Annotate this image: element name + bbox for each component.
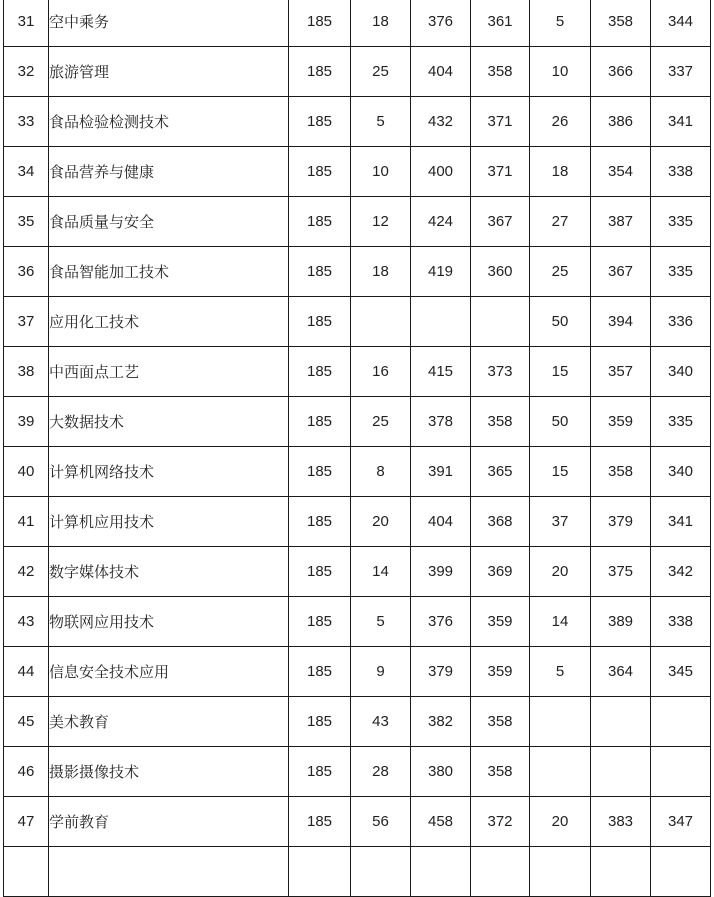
major-name-cell: 食品检验检测技术 [49, 97, 289, 147]
value-cell-4: 371 [471, 97, 530, 147]
major-name-cell: 计算机应用技术 [49, 497, 289, 547]
value-cell-6: 364 [591, 647, 651, 697]
value-cell-3: 419 [411, 247, 471, 297]
value-cell-1: 185 [289, 597, 351, 647]
value-cell-7: 338 [651, 147, 711, 197]
value-cell-5: 37 [530, 497, 591, 547]
value-cell-6 [591, 747, 651, 797]
value-cell-4: 373 [471, 347, 530, 397]
value-cell-5 [530, 697, 591, 747]
value-cell-7: 345 [651, 647, 711, 697]
row-number-cell: 45 [4, 697, 49, 747]
table-row [4, 97, 711, 147]
value-cell-7: 344 [651, 0, 711, 47]
major-name-cell [49, 847, 289, 897]
value-cell-1: 185 [289, 347, 351, 397]
table-row [4, 147, 711, 197]
value-cell-5: 10 [530, 47, 591, 97]
value-cell-6: 389 [591, 597, 651, 647]
value-cell-4: 358 [471, 47, 530, 97]
value-cell-3: 376 [411, 0, 471, 47]
value-cell-3: 391 [411, 447, 471, 497]
value-cell-3 [411, 297, 471, 347]
value-cell-1 [289, 847, 351, 897]
value-cell-3: 404 [411, 47, 471, 97]
value-cell-1: 185 [289, 47, 351, 97]
value-cell-4: 359 [471, 597, 530, 647]
table-row [4, 597, 711, 647]
table-row [4, 797, 711, 847]
value-cell-7 [651, 697, 711, 747]
value-cell-4: 360 [471, 247, 530, 297]
value-cell-1: 185 [289, 397, 351, 447]
value-cell-3: 415 [411, 347, 471, 397]
value-cell-6: 358 [591, 0, 651, 47]
value-cell-4: 368 [471, 497, 530, 547]
table-row [4, 0, 711, 47]
value-cell-7: 335 [651, 247, 711, 297]
row-number-cell: 46 [4, 747, 49, 797]
value-cell-2: 18 [351, 0, 411, 47]
major-name-cell: 应用化工技术 [49, 297, 289, 347]
value-cell-3: 380 [411, 747, 471, 797]
value-cell-2: 10 [351, 147, 411, 197]
table-row [4, 747, 711, 797]
value-cell-7 [651, 847, 711, 897]
major-name-cell: 食品质量与安全 [49, 197, 289, 247]
value-cell-4: 358 [471, 697, 530, 747]
value-cell-5: 27 [530, 197, 591, 247]
value-cell-7: 340 [651, 447, 711, 497]
value-cell-1: 185 [289, 647, 351, 697]
row-number-cell: 39 [4, 397, 49, 447]
table-row [4, 47, 711, 97]
value-cell-6: 354 [591, 147, 651, 197]
row-number-cell: 43 [4, 597, 49, 647]
table-body [4, 0, 711, 897]
value-cell-6: 394 [591, 297, 651, 347]
table-row [4, 647, 711, 697]
value-cell-1: 185 [289, 97, 351, 147]
row-number-cell: 44 [4, 647, 49, 697]
value-cell-2: 20 [351, 497, 411, 547]
major-name-cell: 物联网应用技术 [49, 597, 289, 647]
value-cell-1: 185 [289, 747, 351, 797]
value-cell-1: 185 [289, 697, 351, 747]
table-row [4, 397, 711, 447]
value-cell-2: 43 [351, 697, 411, 747]
row-number-cell: 33 [4, 97, 49, 147]
value-cell-7: 338 [651, 597, 711, 647]
value-cell-3: 458 [411, 797, 471, 847]
value-cell-1: 185 [289, 247, 351, 297]
table-row [4, 547, 711, 597]
value-cell-6 [591, 697, 651, 747]
row-number-cell: 35 [4, 197, 49, 247]
value-cell-3: 399 [411, 547, 471, 597]
row-number-cell: 41 [4, 497, 49, 547]
value-cell-4 [471, 297, 530, 347]
value-cell-6: 387 [591, 197, 651, 247]
value-cell-5: 15 [530, 347, 591, 397]
table-row [4, 197, 711, 247]
table-row [4, 847, 711, 897]
value-cell-7: 336 [651, 297, 711, 347]
row-number-cell: 34 [4, 147, 49, 197]
value-cell-2: 5 [351, 97, 411, 147]
row-number-cell: 47 [4, 797, 49, 847]
value-cell-4: 359 [471, 647, 530, 697]
row-number-cell: 36 [4, 247, 49, 297]
row-number-cell: 32 [4, 47, 49, 97]
value-cell-5: 5 [530, 647, 591, 697]
value-cell-3: 378 [411, 397, 471, 447]
value-cell-4: 367 [471, 197, 530, 247]
value-cell-6: 358 [591, 447, 651, 497]
value-cell-2: 56 [351, 797, 411, 847]
row-number-cell: 31 [4, 0, 49, 47]
value-cell-2: 16 [351, 347, 411, 397]
value-cell-5: 5 [530, 0, 591, 47]
value-cell-7: 341 [651, 497, 711, 547]
value-cell-5: 26 [530, 97, 591, 147]
value-cell-2: 28 [351, 747, 411, 797]
major-name-cell: 信息安全技术应用 [49, 647, 289, 697]
major-name-cell: 学前教育 [49, 797, 289, 847]
table-row [4, 497, 711, 547]
row-number-cell: 38 [4, 347, 49, 397]
value-cell-6: 357 [591, 347, 651, 397]
value-cell-7: 341 [651, 97, 711, 147]
major-name-cell: 大数据技术 [49, 397, 289, 447]
value-cell-4: 358 [471, 747, 530, 797]
value-cell-2: 8 [351, 447, 411, 497]
value-cell-4: 358 [471, 397, 530, 447]
value-cell-2 [351, 847, 411, 897]
value-cell-6: 383 [591, 797, 651, 847]
row-number-cell: 37 [4, 297, 49, 347]
value-cell-5: 50 [530, 297, 591, 347]
value-cell-6: 375 [591, 547, 651, 597]
value-cell-3: 400 [411, 147, 471, 197]
value-cell-5: 14 [530, 597, 591, 647]
value-cell-5: 20 [530, 797, 591, 847]
value-cell-7: 342 [651, 547, 711, 597]
value-cell-3: 382 [411, 697, 471, 747]
value-cell-7 [651, 747, 711, 797]
value-cell-6 [591, 847, 651, 897]
value-cell-1: 185 [289, 147, 351, 197]
value-cell-2: 25 [351, 397, 411, 447]
row-number-cell [4, 847, 49, 897]
value-cell-4 [471, 847, 530, 897]
table-row [4, 447, 711, 497]
value-cell-2: 9 [351, 647, 411, 697]
value-cell-6: 379 [591, 497, 651, 547]
value-cell-7: 337 [651, 47, 711, 97]
value-cell-1: 185 [289, 497, 351, 547]
value-cell-7: 347 [651, 797, 711, 847]
value-cell-5: 20 [530, 547, 591, 597]
value-cell-5: 25 [530, 247, 591, 297]
table-row [4, 347, 711, 397]
value-cell-5 [530, 847, 591, 897]
value-cell-3: 424 [411, 197, 471, 247]
value-cell-1: 185 [289, 297, 351, 347]
value-cell-5: 50 [530, 397, 591, 447]
value-cell-7: 335 [651, 397, 711, 447]
table-row [4, 247, 711, 297]
value-cell-3: 404 [411, 497, 471, 547]
value-cell-1: 185 [289, 797, 351, 847]
value-cell-2: 25 [351, 47, 411, 97]
value-cell-7: 340 [651, 347, 711, 397]
value-cell-3: 432 [411, 97, 471, 147]
value-cell-1: 185 [289, 0, 351, 47]
row-number-cell: 42 [4, 547, 49, 597]
value-cell-1: 185 [289, 197, 351, 247]
value-cell-3: 376 [411, 597, 471, 647]
major-name-cell: 数字媒体技术 [49, 547, 289, 597]
value-cell-5 [530, 747, 591, 797]
value-cell-7: 335 [651, 197, 711, 247]
table-row [4, 697, 711, 747]
value-cell-4: 361 [471, 0, 530, 47]
major-name-cell: 旅游管理 [49, 47, 289, 97]
value-cell-6: 359 [591, 397, 651, 447]
value-cell-2: 12 [351, 197, 411, 247]
major-name-cell: 计算机网络技术 [49, 447, 289, 497]
value-cell-2: 14 [351, 547, 411, 597]
value-cell-4: 371 [471, 147, 530, 197]
major-name-cell: 摄影摄像技术 [49, 747, 289, 797]
value-cell-5: 15 [530, 447, 591, 497]
value-cell-3 [411, 847, 471, 897]
major-name-cell: 食品营养与健康 [49, 147, 289, 197]
major-name-cell: 中西面点工艺 [49, 347, 289, 397]
admission-score-table [3, 0, 711, 897]
value-cell-2 [351, 297, 411, 347]
value-cell-6: 366 [591, 47, 651, 97]
row-number-cell: 40 [4, 447, 49, 497]
table-row [4, 297, 711, 347]
value-cell-3: 379 [411, 647, 471, 697]
value-cell-6: 367 [591, 247, 651, 297]
value-cell-4: 372 [471, 797, 530, 847]
value-cell-5: 18 [530, 147, 591, 197]
value-cell-1: 185 [289, 547, 351, 597]
major-name-cell: 空中乘务 [49, 0, 289, 47]
value-cell-6: 386 [591, 97, 651, 147]
major-name-cell: 美术教育 [49, 697, 289, 747]
major-name-cell: 食品智能加工技术 [49, 247, 289, 297]
value-cell-1: 185 [289, 447, 351, 497]
value-cell-4: 365 [471, 447, 530, 497]
value-cell-2: 18 [351, 247, 411, 297]
value-cell-4: 369 [471, 547, 530, 597]
value-cell-2: 5 [351, 597, 411, 647]
